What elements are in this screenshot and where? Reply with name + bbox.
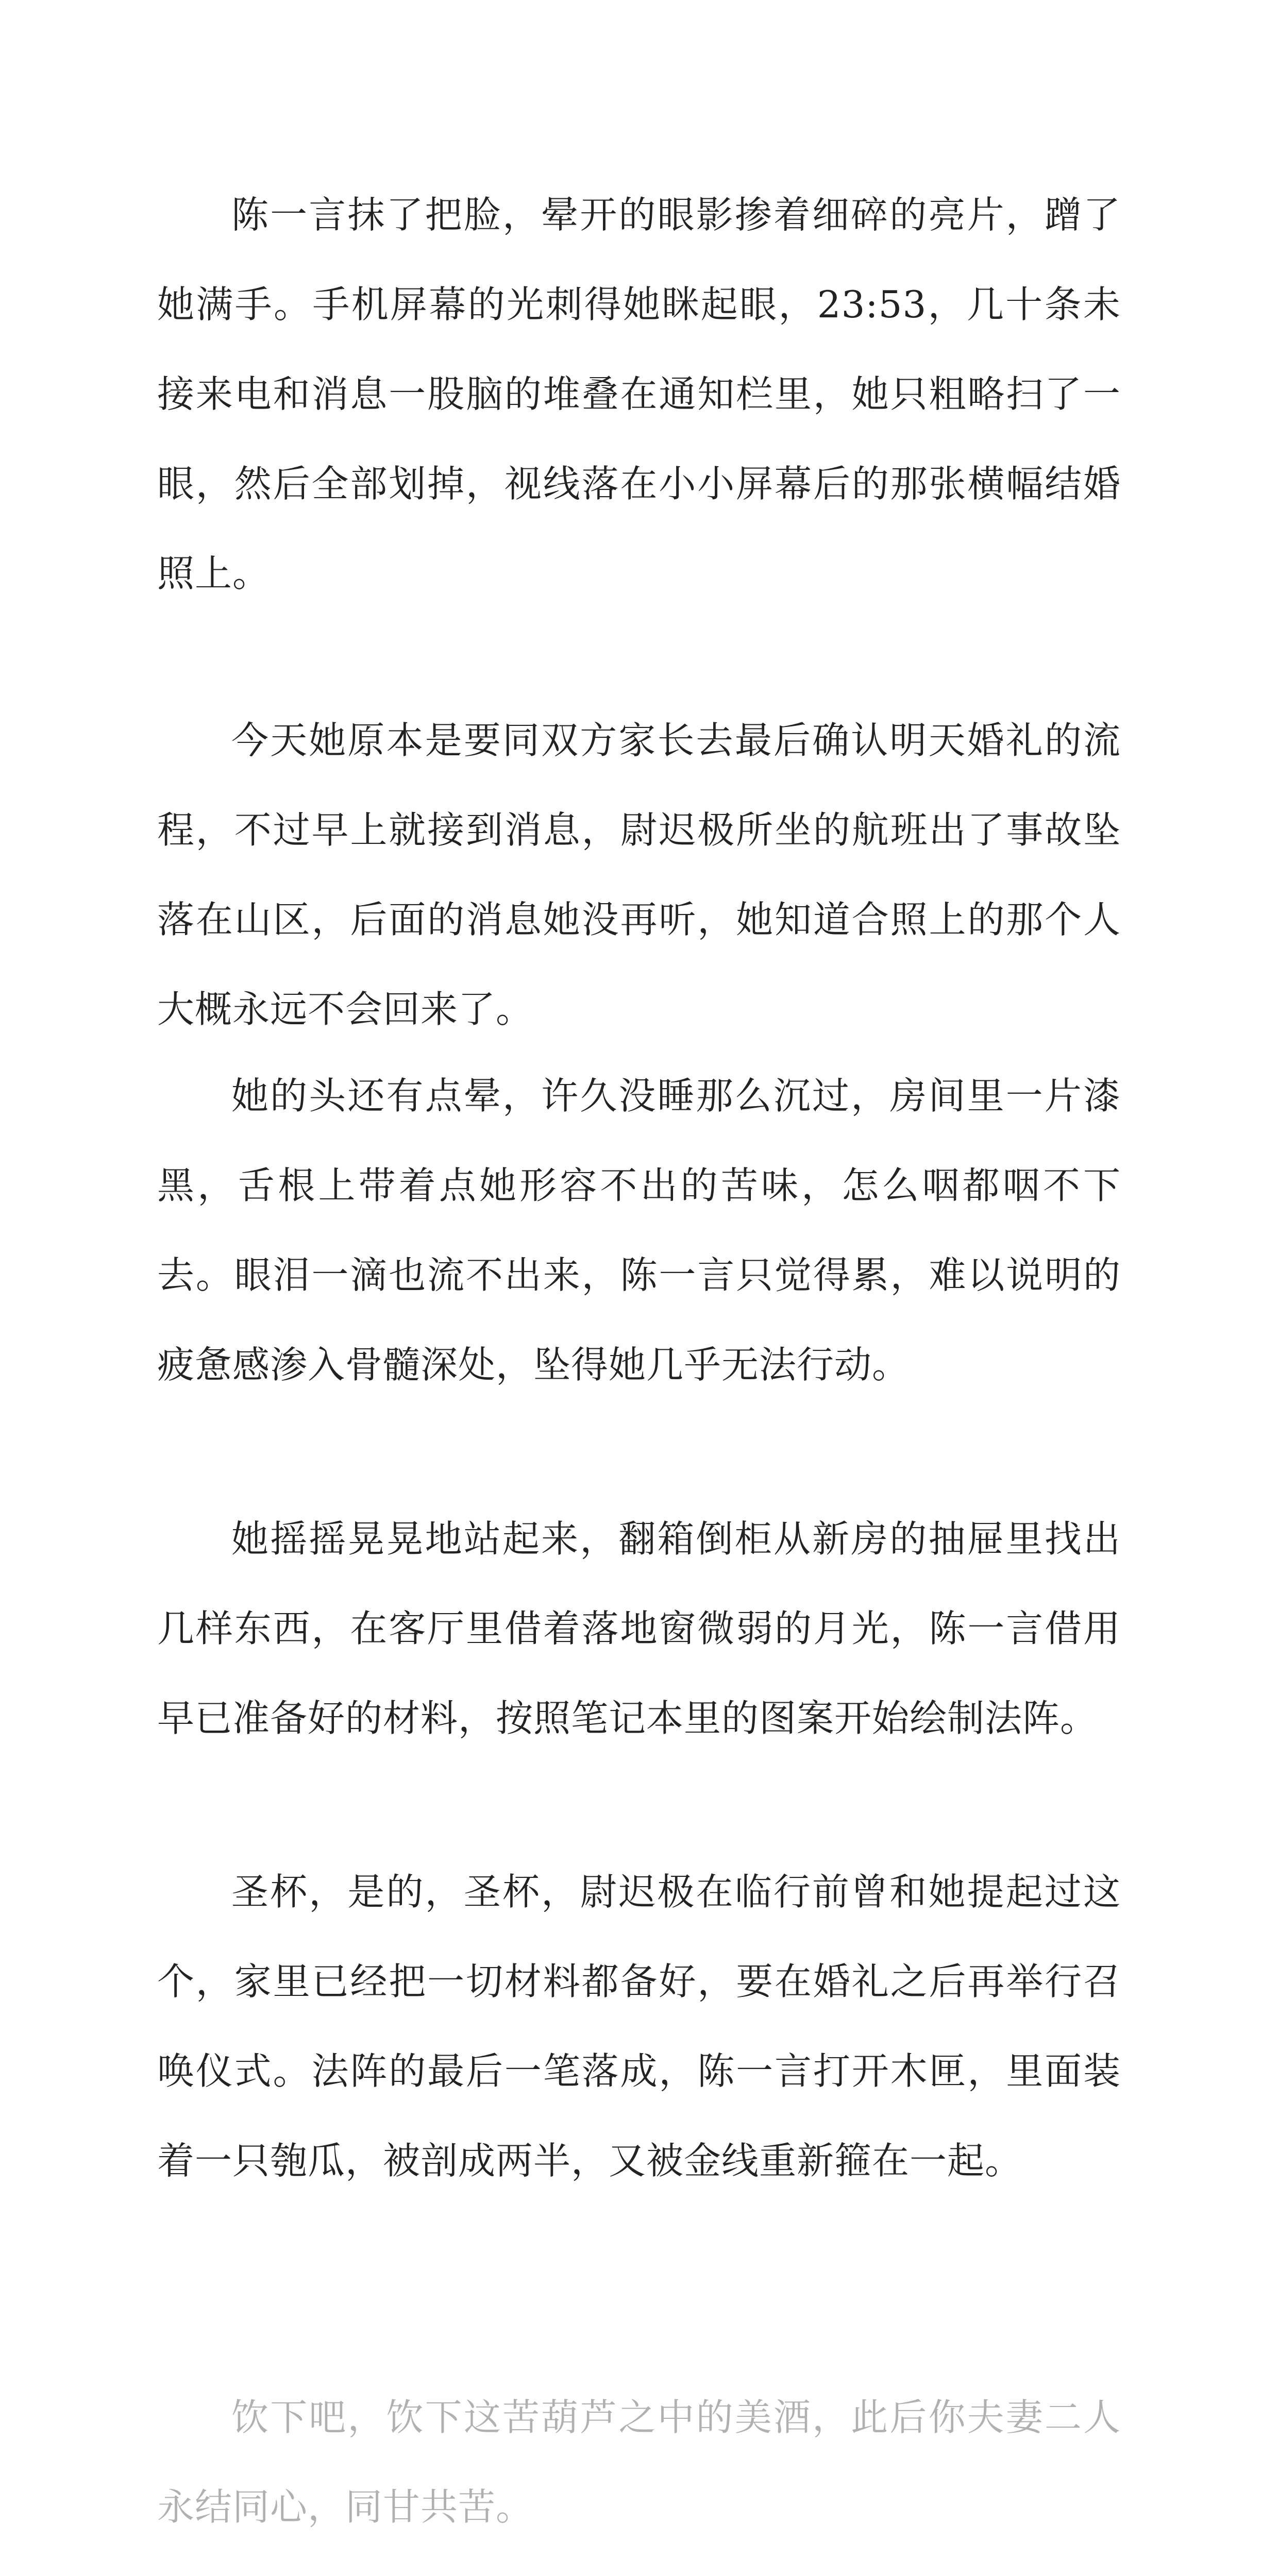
paragraph: 今天她原本是要同双方家长去最后确认明天婚礼的流程，不过早上就接到消息，尉迟极所坐的航班出了事故坠落在山区，后面的消息她没再听，她知道合照上的那个人大概永远不会回来了。	[157, 719, 1121, 1031]
paragraph: 陈一言抹了把脸，晕开的眼影掺着细碎的亮片，蹭了她满手。手机屏幕的光刺得她眯起眼，23:53，几十条未接来电和消息一股脑的堆叠在通知栏里，她只粗略扫了一眼，然后全部划掉，视线落在小小屏幕后的那张横幅结婚照上。	[157, 193, 1121, 595]
paragraph: 她的头还有点晕，许久没睡那么沉过，房间里一片漆黑，舌根上带着点她形容不出的苦味，怎么咽都咽不下去。眼泪一滴也流不出来，陈一言只觉得累，难以说明的疲惫感渗入骨髓深处，坠得她几乎无法行动。	[157, 1074, 1121, 1386]
quoted-verse: 饮下吧，饮下这苦葫芦之中的美酒，此后你夫妻二人永结同心，同甘共苦。	[157, 2396, 1121, 2529]
paragraph: 她摇摇晃晃地站起来，翻箱倒柜从新房的抽屉里找出几样东西，在客厅里借着落地窗微弱的月光，陈一言借用早已准备好的材料，按照笔记本里的图案开始绘制法阵。	[157, 1517, 1121, 1740]
paragraph: 圣杯，是的，圣杯，尉迟极在临行前曾和她提起过这个，家里已经把一切材料都备好，要在婚礼之后再举行召唤仪式。法阵的最后一笔落成，陈一言打开木匣，里面装着一只匏瓜，被剖成两半，又被金线重新箍在一起。	[157, 1870, 1121, 2182]
